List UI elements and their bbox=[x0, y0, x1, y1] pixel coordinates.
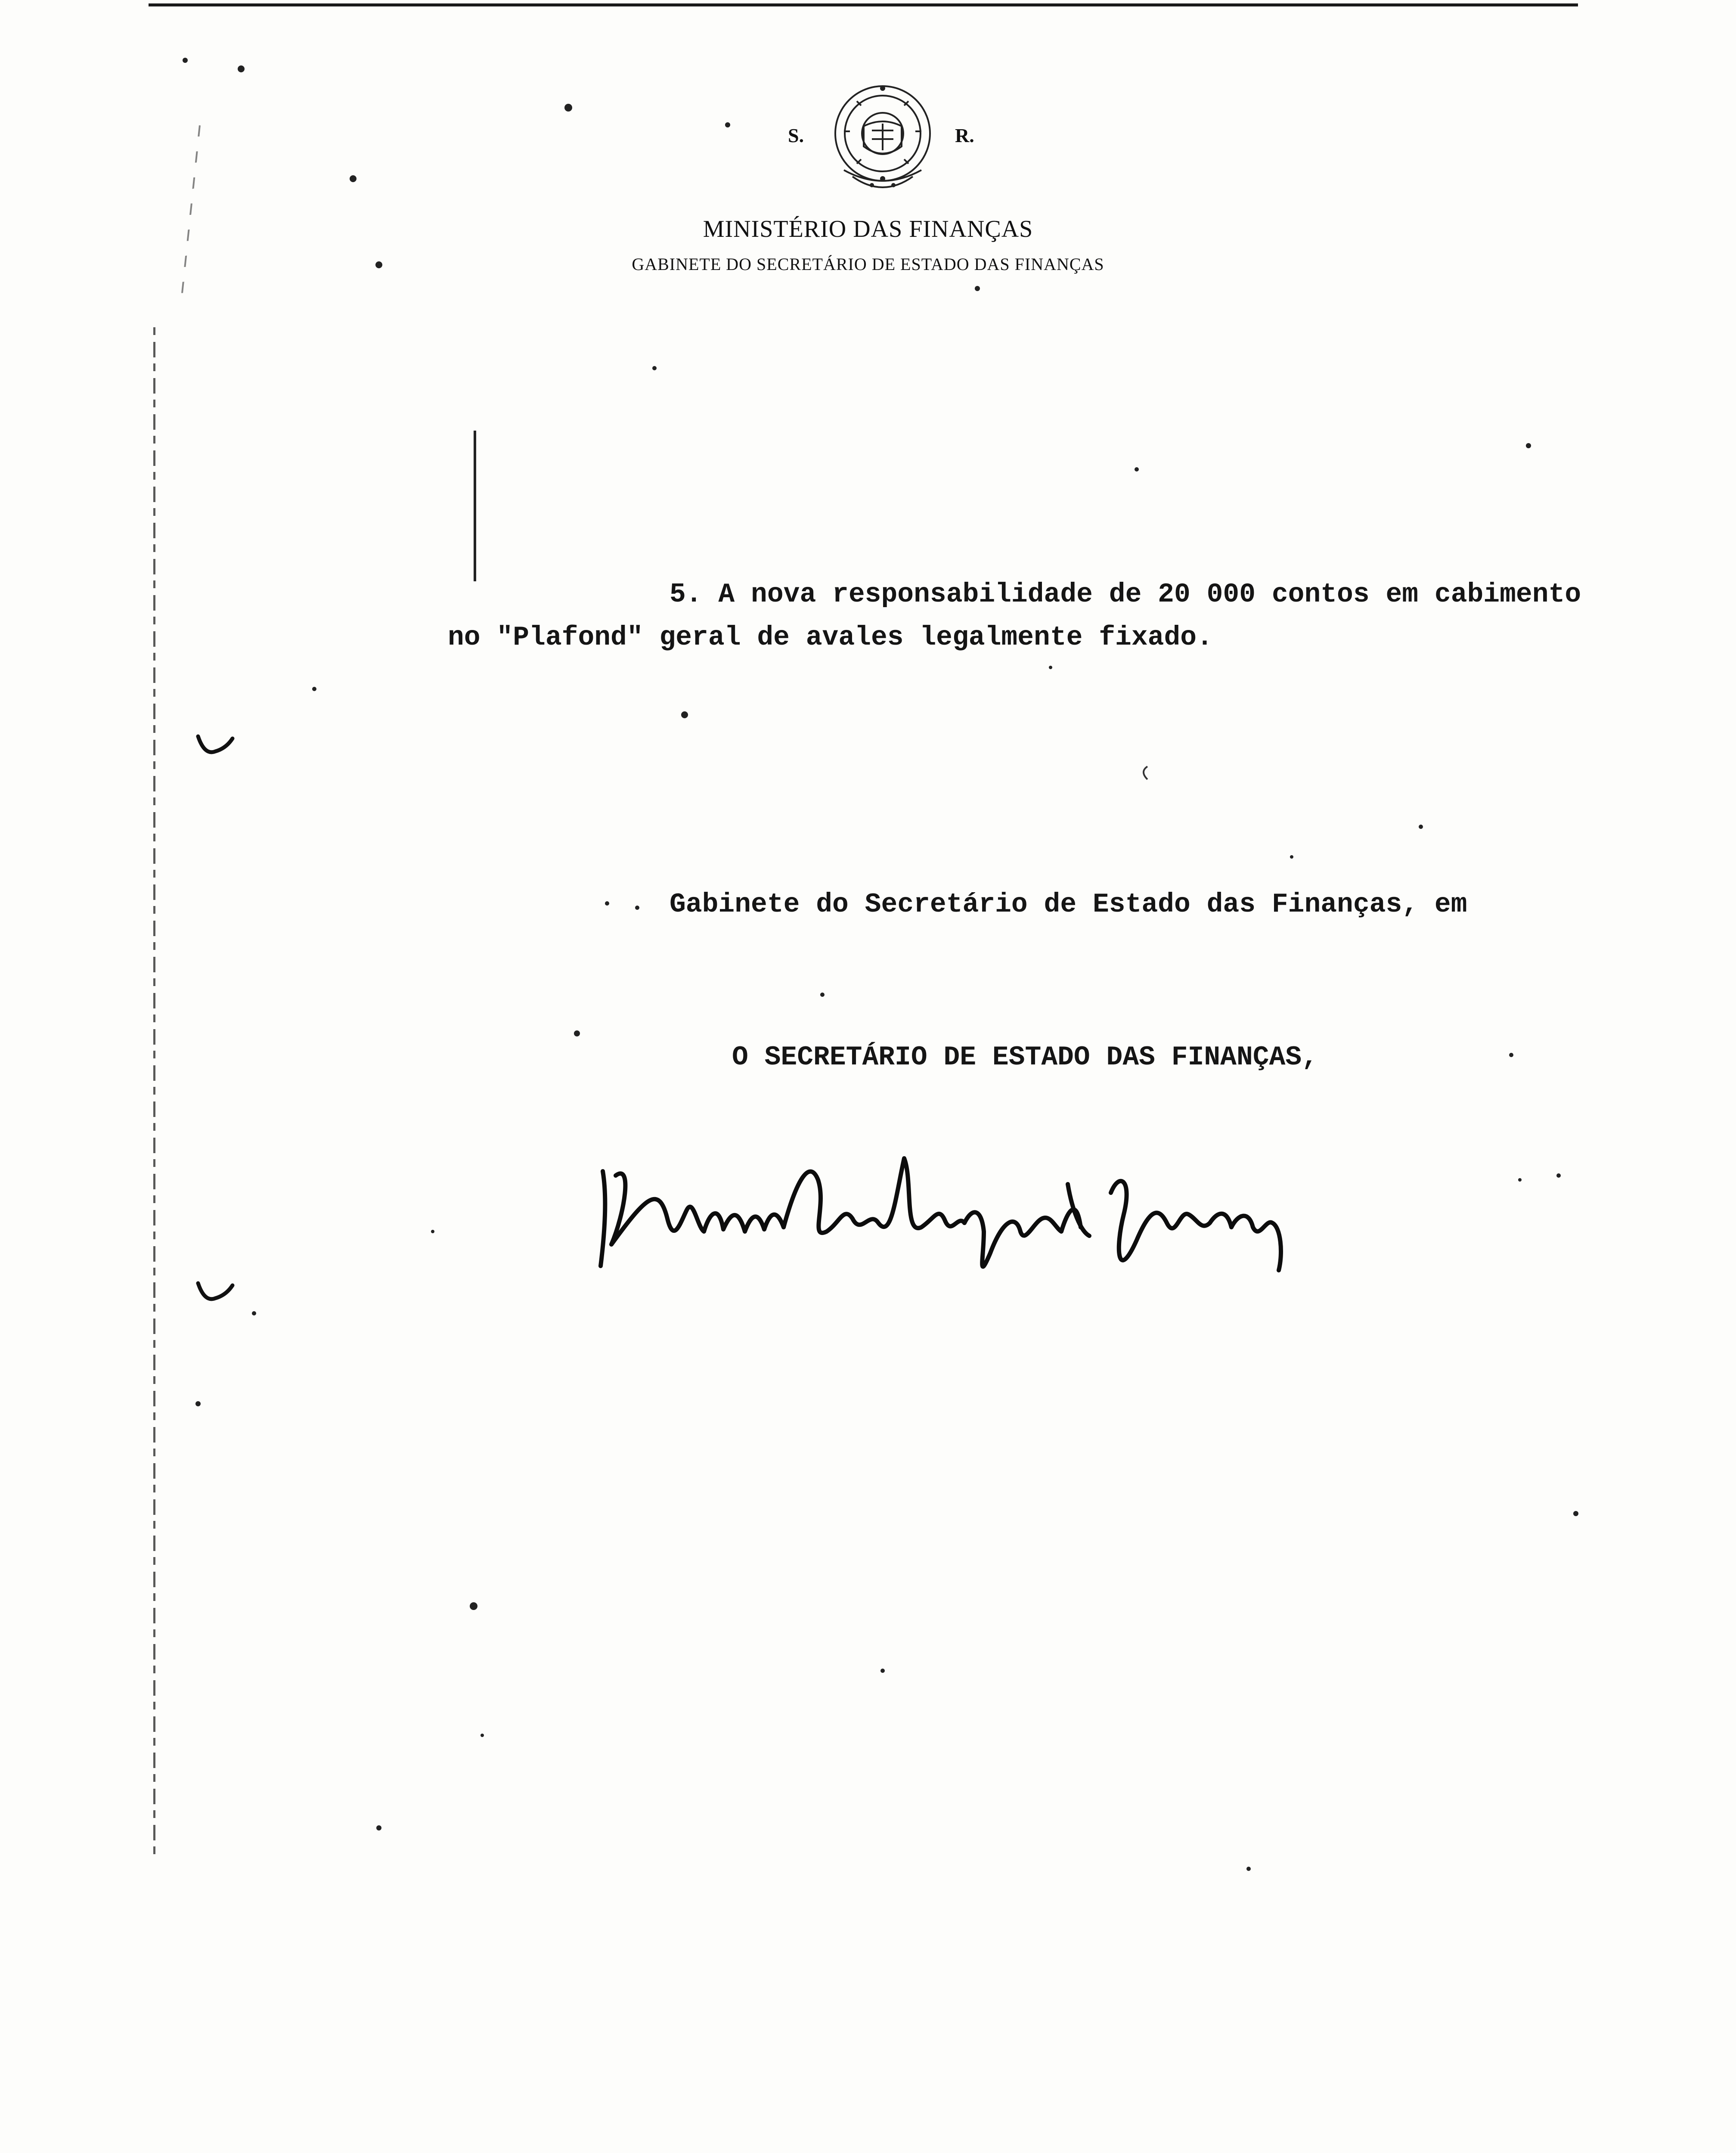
top-border-rule bbox=[149, 3, 1578, 6]
republic-seal-icon bbox=[827, 75, 939, 205]
cabinet-subtitle: GABINETE DO SECRETÁRIO DE ESTADO DAS FINANÇAS bbox=[632, 254, 1104, 274]
letterhead-left-letter: S. bbox=[788, 124, 804, 146]
ministry-title: MINISTÉRIO DAS FINANÇAS bbox=[703, 216, 1033, 242]
margin-check-mark-icon bbox=[196, 1279, 235, 1305]
letterhead-right-letter: R. bbox=[955, 124, 974, 146]
handwritten-signature bbox=[594, 1145, 1369, 1287]
margin-punch-line bbox=[153, 327, 155, 1860]
signatory-title: O SECRETÁRIO DE ESTADO DAS FINANÇAS, bbox=[732, 1042, 1318, 1073]
margin-check-mark-icon bbox=[196, 732, 235, 758]
closing-place-line: Gabinete do Secretário de Estado das Finanças, em bbox=[670, 889, 1467, 920]
margin-vertical-mark bbox=[474, 431, 476, 581]
item-5-line-2: no "Plafond" geral de avales legalmente fixado. bbox=[448, 622, 1213, 653]
item-5-line-1: 5. A nova responsabilidade de 20 000 contos em cabimento bbox=[670, 579, 1581, 610]
